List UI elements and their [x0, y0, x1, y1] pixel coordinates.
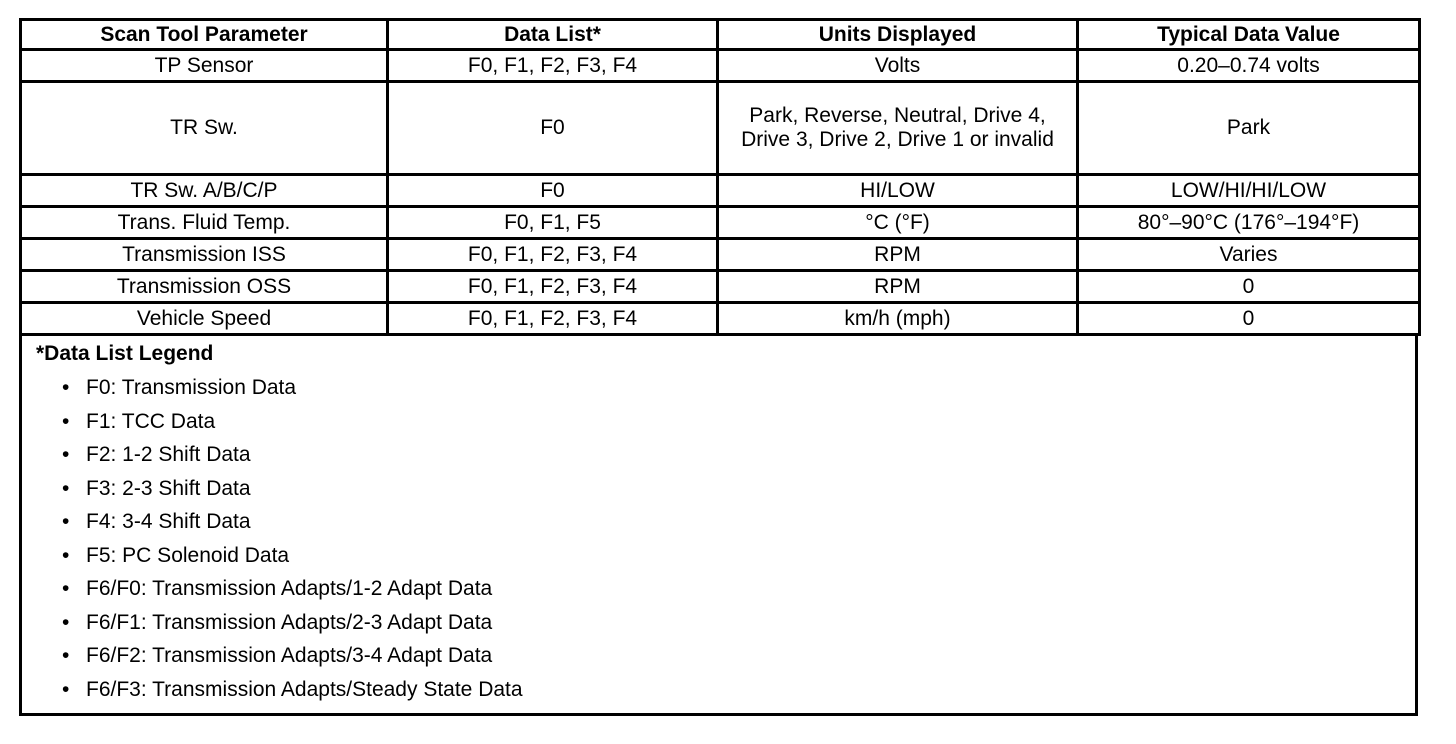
- legend-item-text: F4: 3-4 Shift Data: [86, 510, 251, 533]
- table-row: [21, 82, 1420, 175]
- legend-item-text: F2: 1-2 Shift Data: [86, 443, 251, 466]
- table-row: [21, 207, 1420, 239]
- typical-value-cell: Park: [1078, 82, 1420, 175]
- list-item: [22, 408, 1415, 442]
- list-item: [22, 575, 1415, 609]
- header-units-displayed: Units Displayed: [718, 20, 1078, 50]
- data-list-cell: F0: [388, 175, 718, 207]
- parameter-cell: TP Sensor: [21, 50, 388, 82]
- parameter-cell: TR Sw. A/B/C/P: [21, 175, 388, 207]
- units-cell: RPM: [718, 271, 1078, 303]
- bullet-icon: •: [62, 677, 70, 701]
- list-item: [22, 475, 1415, 509]
- list-item: [22, 676, 1415, 710]
- legend-item-text: F6/F1: Transmission Adapts/2-3 Adapt Data: [86, 610, 493, 634]
- header-data-list: Data List*: [388, 20, 718, 50]
- data-list-legend: [19, 336, 1418, 716]
- legend-item-text: F0: Transmission Data: [86, 376, 297, 399]
- legend-item-text: F6/F2: Transmission Adapts/3-4 Adapt Data: [86, 644, 493, 667]
- header-typical-data-value: Typical Data Value: [1078, 20, 1420, 50]
- table-row: [21, 175, 1420, 207]
- typical-value-cell: 0: [1078, 271, 1420, 303]
- legend-title: *Data List Legend: [36, 342, 214, 365]
- typical-value-cell: 0.20–0.74 volts: [1078, 50, 1420, 82]
- data-list-cell: F0, F1, F2, F3, F4: [388, 239, 718, 271]
- units-cell: °C (°F): [718, 207, 1078, 239]
- bullet-icon: •: [62, 409, 70, 433]
- header-scan-tool-parameter: Scan Tool Parameter: [21, 20, 388, 50]
- parameter-cell: Transmission OSS: [21, 271, 388, 303]
- legend-list: [22, 374, 1415, 709]
- typical-value-cell: Varies: [1078, 239, 1420, 271]
- data-list-cell: F0: [388, 82, 718, 175]
- parameter-cell: Trans. Fluid Temp.: [21, 207, 388, 239]
- data-list-cell: F0, F1, F2, F3, F4: [388, 50, 718, 82]
- units-cell: Volts: [718, 50, 1078, 82]
- list-item: [22, 542, 1415, 576]
- units-cell: RPM: [718, 239, 1078, 271]
- table-row: [21, 239, 1420, 271]
- bullet-icon: •: [62, 610, 70, 634]
- units-cell: Park, Reverse, Neutral, Drive 4, Drive 3, Drive 2, Drive 1 or invalid: [718, 82, 1078, 175]
- table-row: [21, 271, 1420, 303]
- units-cell: km/h (mph): [718, 303, 1078, 335]
- list-item: [22, 642, 1415, 676]
- list-item: [22, 609, 1415, 643]
- legend-item-text: F5: PC Solenoid Data: [86, 543, 290, 567]
- list-item: [22, 508, 1415, 542]
- data-list-cell: F0, F1, F2, F3, F4: [388, 303, 718, 335]
- table-header-row: [21, 20, 1420, 50]
- bullet-icon: •: [62, 443, 70, 466]
- scan-tool-data-document: [19, 18, 1418, 716]
- parameter-cell: TR Sw.: [21, 82, 388, 175]
- units-cell: HI/LOW: [718, 175, 1078, 207]
- bullet-icon: •: [62, 577, 70, 600]
- parameter-cell: Transmission ISS: [21, 239, 388, 271]
- parameter-cell: Vehicle Speed: [21, 303, 388, 335]
- scan-tool-parameter-table: [19, 18, 1421, 336]
- legend-item-text: F1: TCC Data: [86, 409, 216, 433]
- list-item: [22, 441, 1415, 475]
- typical-value-cell: 80°–90°C (176°–194°F): [1078, 207, 1420, 239]
- bullet-icon: •: [62, 476, 70, 500]
- legend-item-text: F6/F3: Transmission Adapts/Steady State Data: [86, 677, 523, 701]
- table-row: [21, 50, 1420, 82]
- typical-value-cell: LOW/HI/HI/LOW: [1078, 175, 1420, 207]
- list-item: [22, 374, 1415, 408]
- bullet-icon: •: [62, 543, 70, 567]
- typical-value-cell: 0: [1078, 303, 1420, 335]
- data-list-cell: F0, F1, F2, F3, F4: [388, 271, 718, 303]
- legend-item-text: F3: 2-3 Shift Data: [86, 476, 251, 500]
- bullet-icon: •: [62, 376, 70, 399]
- data-list-cell: F0, F1, F5: [388, 207, 718, 239]
- bullet-icon: •: [62, 510, 70, 533]
- bullet-icon: •: [62, 644, 70, 667]
- legend-item-text: F6/F0: Transmission Adapts/1-2 Adapt Data: [86, 577, 493, 600]
- table-row: [21, 303, 1420, 335]
